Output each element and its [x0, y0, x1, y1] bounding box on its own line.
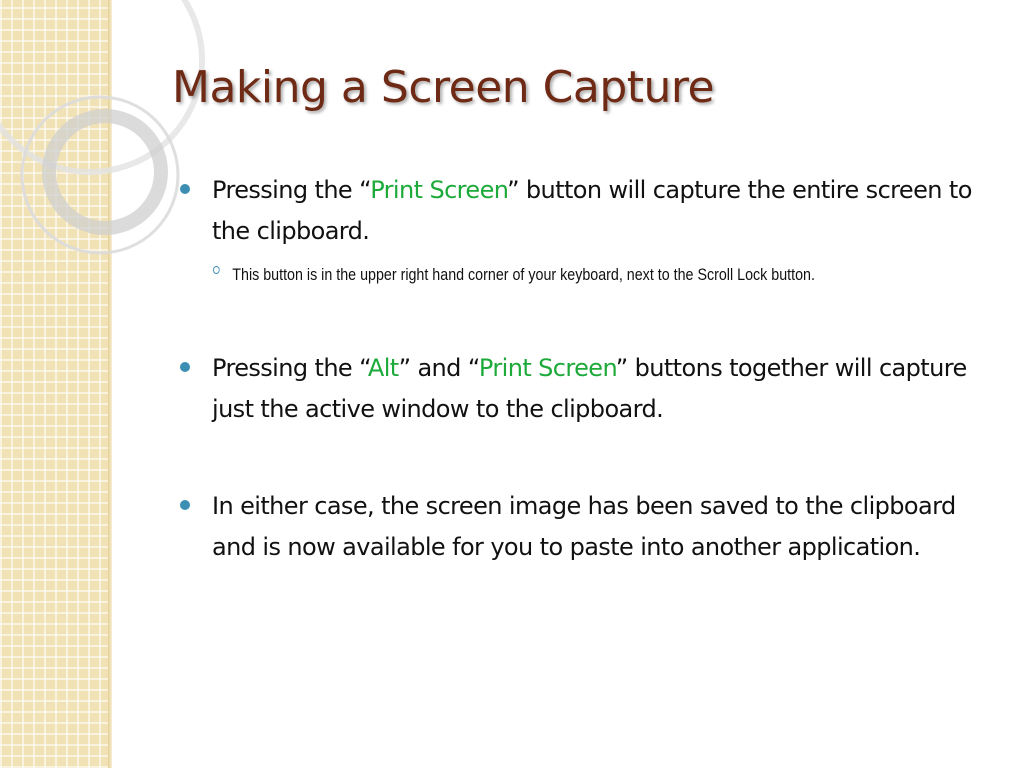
bullet-item [176, 348, 976, 430]
highlight-print-screen: Print Screen [370, 176, 508, 204]
bullet-text: Pressing the “ [212, 354, 368, 382]
bullet-text: ” and “ [398, 354, 479, 382]
sub-bullet-circle-icon [213, 266, 220, 274]
slide-title: Making a Screen Capture [172, 62, 715, 113]
bullet-item [176, 170, 976, 252]
sub-bullet-text: This button is in the upper right hand corner of your keyboard, next to the Scroll Lock button. [232, 265, 815, 284]
highlight-print-screen: Print Screen [478, 354, 616, 382]
bullet-text: Pressing the “ [212, 176, 371, 204]
bullet-dot-icon [180, 500, 190, 510]
bullet-text: In either case, the screen image has been saved to the clipboard and is now available for you to paste into another application. [212, 492, 956, 561]
bullet-text: ” buttons together will capture just the active window to the clipboard. [212, 354, 967, 423]
highlight-alt: Alt [367, 354, 399, 382]
bullet-dot-icon [180, 184, 190, 194]
sub-bullet-item [176, 258, 971, 292]
bullet-item [176, 486, 976, 568]
bullet-text: ” button will capture the entire screen to the clipboard. [212, 176, 972, 245]
decorative-circles [0, 0, 150, 260]
slide-content [176, 170, 976, 624]
bullet-dot-icon [180, 362, 190, 372]
